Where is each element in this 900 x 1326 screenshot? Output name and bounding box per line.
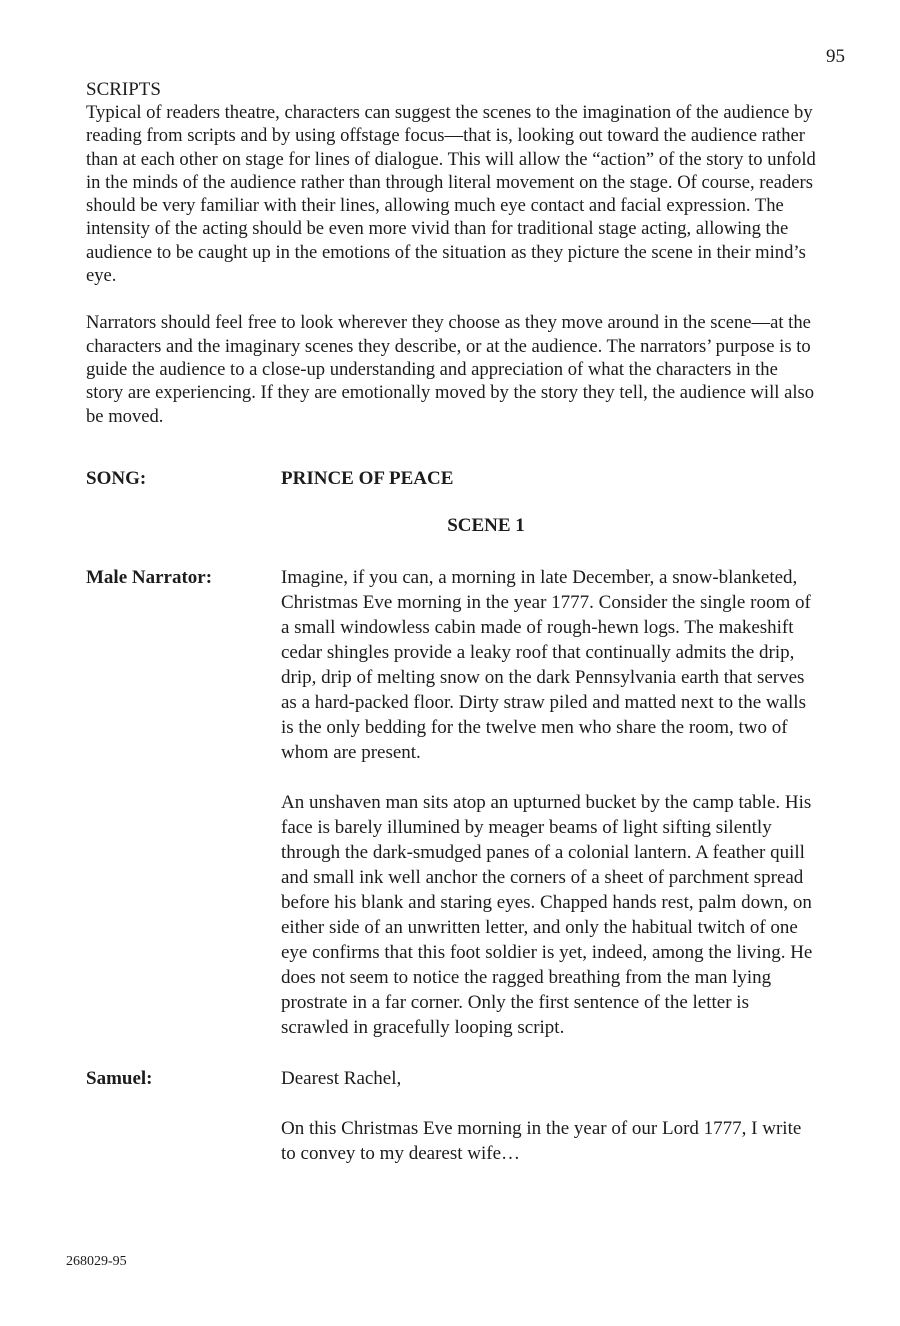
male-narrator-lines (281, 565, 816, 1040)
male-narrator-row (86, 565, 816, 1040)
song-title: PRINCE OF PEACE (281, 467, 454, 489)
samuel-label: Samuel: (86, 1067, 153, 1089)
song-label: SONG: (86, 467, 147, 489)
scripts-paragraph: Typical of readers theatre, characters can suggest the scenes to the imagination of the audience by reading from scripts and by using offstage focus—that is, looking out toward the audience rather than at each other on stage for lines of dialogue. This will allow the “action” of the story to unfold in the minds of the audience rather than through literal movement on the stage. Of course, readers should be very familiar with their lines, allowing much eye contact and facial expression. The intensity of the acting should be even more vivid than for traditional stage acting, allowing the audience to be caught up in the emotions of the situation as they picture the scene in their mind’s eye. (86, 102, 816, 287)
page-number: 95 (826, 46, 845, 67)
samuel-line-2: On this Christmas Eve morning in the year of our Lord 1777, I write to convey to my dearest wife… (281, 1117, 802, 1164)
document-body (86, 78, 816, 1166)
male-narrator-label: Male Narrator: (86, 566, 213, 588)
footer-code: 268029-95 (66, 1254, 127, 1269)
scene-title: SCENE 1 (447, 514, 525, 536)
samuel-lines (281, 1066, 816, 1166)
samuel-row (86, 1066, 816, 1166)
male-narrator-paragraph-2: An unshaven man sits atop an upturned bucket by the camp table. His face is barely illumined by meager beams of light sifting silently through the dark-smudged panes of a colonial lantern. A feather quill and small ink well anchor the corners of a sheet of parchment spread before his blank and staring eyes. Chapped hands rest, palm down, on either side of an unwritten letter, and only the habitual twitch of one eye confirms that this foot soldier is yet, indeed, among the living. He does not seem to notice the ragged breathing from the man lying prostrate in a far corner. Only the first sentence of the letter is scrawled in gracefully looping script. (281, 791, 813, 1038)
section-heading-scripts: SCRIPTS (86, 79, 161, 100)
song-row (86, 466, 816, 491)
narrators-paragraph: Narrators should feel free to look wherever they choose as they move around in the scene—at the characters and the imaginary scenes they describe, or at the audience. The narrators’ purpose is to guide the audience to a close-up understanding and appreciation of what the characters in the story are experiencing. If they are emotionally moved by the story they tell, the audience will also be moved. (86, 312, 815, 427)
male-narrator-paragraph-1: Imagine, if you can, a morning in late December, a snow-blanketed, Christmas Eve morning in the year 1777. Consider the single room of a small windowless cabin made of rough-hewn logs. The makeshift cedar shingles provide a leaky roof that continually admits the drip, drip, drip of melting snow on the dark Pennsylvania earth that serves as a hard-packed floor. Dirty straw piled and matted next to the walls is the only bedding for the twelve men who share the room, two of whom are present. (281, 566, 811, 763)
samuel-line-1: Dearest Rachel, (281, 1067, 402, 1089)
